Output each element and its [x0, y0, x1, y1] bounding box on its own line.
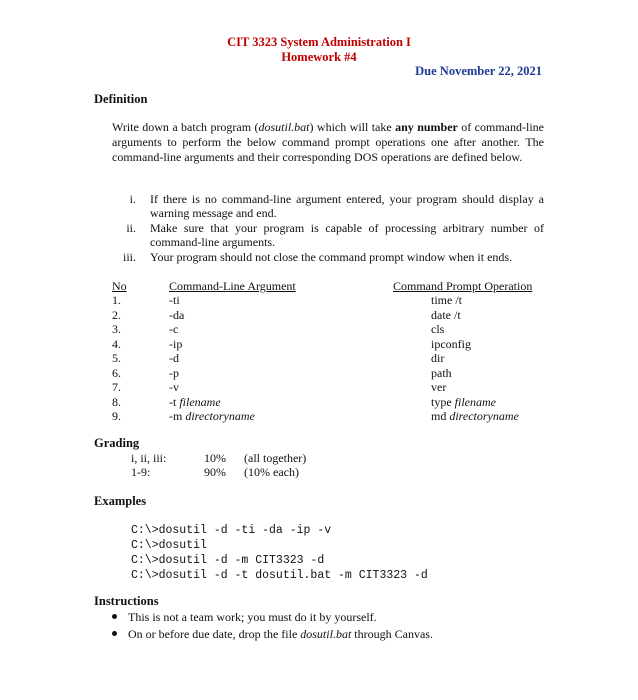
header-operation: Command Prompt Operation	[393, 279, 533, 293]
row-argument: -v	[169, 380, 179, 394]
instruction-bullet: This is not a team work; you must do it by yourself.	[112, 610, 377, 624]
row-operation: md directoryname	[431, 409, 519, 423]
row-operation: time /t	[431, 293, 462, 307]
row-argument: -d	[169, 351, 179, 365]
emphasis: any number	[395, 120, 458, 134]
grading-pct: 90%	[204, 465, 226, 479]
grading-pct: 10%	[204, 451, 226, 465]
example-line: C:\>dosutil -d -ti -da -ip -v	[131, 524, 332, 537]
file-name: dosutil.bat	[258, 120, 310, 134]
grading-row: 1-9:	[131, 465, 151, 479]
row-number: 3.	[112, 322, 121, 336]
definition-heading: Definition	[94, 92, 148, 106]
instructions-heading: Instructions	[94, 594, 159, 608]
row-number: 4.	[112, 337, 121, 351]
examples-heading: Examples	[94, 494, 147, 508]
grading-row: i, ii, iii:	[131, 451, 167, 465]
row-number: 9.	[112, 409, 121, 423]
due-date: Due November 22, 2021	[415, 64, 542, 78]
row-argument: -da	[169, 308, 185, 322]
file-name: dosutil.bat	[300, 627, 352, 641]
row-operation: dir	[431, 351, 445, 365]
example-line: C:\>dosutil -d -t dosutil.bat -m CIT3323 -d	[131, 569, 428, 582]
header-no: No	[112, 279, 127, 293]
row-number: 1.	[112, 293, 121, 307]
grading-note: (all together)	[244, 451, 307, 465]
grading-heading: Grading	[94, 436, 140, 450]
requirement-item: ii. Make sure that your program is capable of processing arbitrary number of command-line arguments.	[126, 221, 544, 249]
bullet-icon	[112, 614, 117, 619]
row-argument: -t filename	[169, 395, 221, 409]
requirement-item: iii. Your program should not close the command prompt window when it ends.	[122, 250, 513, 264]
row-argument: -p	[169, 366, 179, 380]
row-number: 2.	[112, 308, 121, 322]
example-line: C:\>dosutil	[131, 539, 207, 552]
row-argument: -c	[169, 322, 179, 336]
row-number: 8.	[112, 395, 121, 409]
instruction-bullet: On or before due date, drop the file dosutil.bat through Canvas.	[112, 627, 433, 641]
row-argument: -ti	[169, 293, 180, 307]
grading-note: (10% each)	[244, 465, 299, 479]
homework-title: Homework #4	[281, 50, 357, 64]
row-operation: date /t	[431, 308, 461, 322]
course-title: CIT 3323 System Administration I	[227, 35, 411, 49]
row-operation: type filename	[431, 395, 496, 409]
definition-paragraph: Write down a batch program (dosutil.bat) which will take any number of command-line arguments to perform the below command prompt operations one after another. The command-line arguments and their corresponding DOS operations are defined below.	[112, 120, 544, 164]
row-operation: ipconfig	[431, 337, 471, 351]
bullet-icon	[112, 631, 117, 636]
example-line: C:\>dosutil -d -m CIT3323 -d	[131, 554, 325, 567]
row-number: 7.	[112, 380, 121, 394]
row-number: 6.	[112, 366, 121, 380]
row-argument: -ip	[169, 337, 183, 351]
row-argument: -m directoryname	[169, 409, 255, 423]
row-operation: ver	[431, 380, 447, 394]
row-operation: cls	[431, 322, 445, 336]
header-argument: Command-Line Argument	[169, 279, 296, 293]
row-number: 5.	[112, 351, 121, 365]
requirement-item: i. If there is no command-line argument entered, your program should display a warning message and end.	[129, 192, 544, 220]
row-operation: path	[431, 366, 452, 380]
